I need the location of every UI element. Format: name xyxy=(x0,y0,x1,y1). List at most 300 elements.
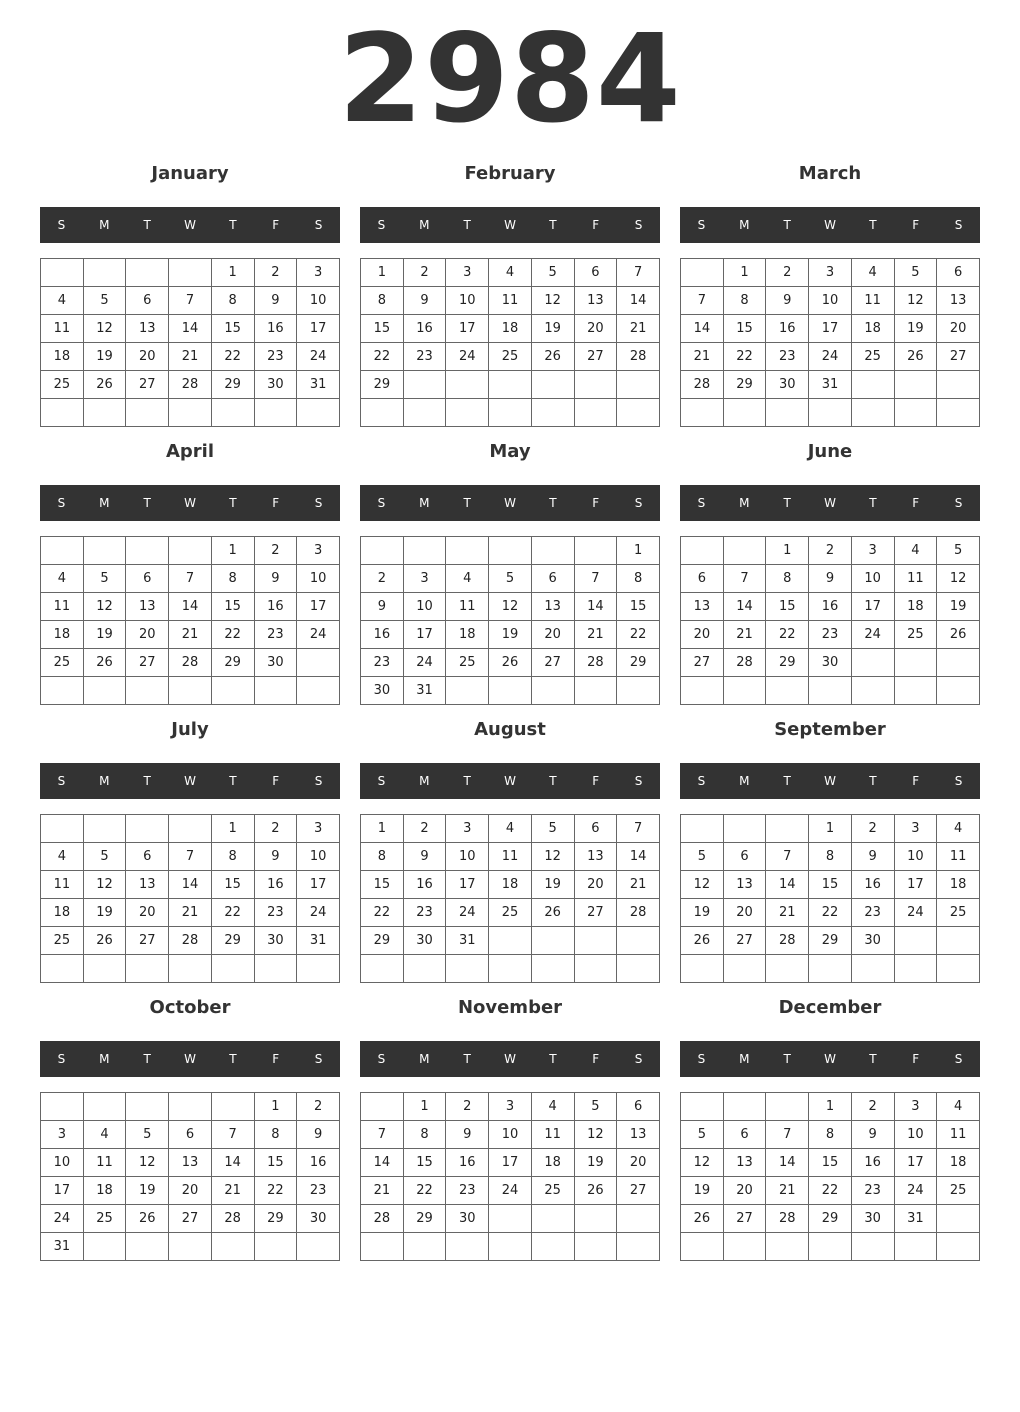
day-cell: 11 xyxy=(489,843,532,871)
day-cell: 14 xyxy=(617,843,660,871)
day-cell: 31 xyxy=(297,371,340,399)
day-cell: 22 xyxy=(809,1177,852,1205)
week-row xyxy=(361,371,660,399)
day-cell xyxy=(83,815,126,843)
day-cell: 12 xyxy=(937,565,980,593)
day-cell xyxy=(126,259,169,287)
day-cell xyxy=(254,1233,297,1261)
day-cell xyxy=(574,677,617,705)
day-cell: 2 xyxy=(403,815,446,843)
day-cell: 20 xyxy=(574,871,617,899)
day-cell: 18 xyxy=(41,621,84,649)
week-row xyxy=(361,1121,660,1149)
day-cell: 18 xyxy=(851,315,894,343)
day-cell: 12 xyxy=(83,871,126,899)
day-cell xyxy=(446,399,489,427)
day-cell: 15 xyxy=(211,593,254,621)
weekday-label: W xyxy=(504,1052,516,1066)
day-cell: 4 xyxy=(41,565,84,593)
day-cell: 7 xyxy=(723,565,766,593)
weekday-label: T xyxy=(869,218,877,232)
day-cell xyxy=(937,399,980,427)
week-row xyxy=(681,259,980,287)
day-cell: 4 xyxy=(41,843,84,871)
month-name: May xyxy=(489,441,531,462)
day-cell: 6 xyxy=(681,565,724,593)
day-cell: 25 xyxy=(41,649,84,677)
day-cell: 1 xyxy=(809,815,852,843)
day-cell: 12 xyxy=(894,287,937,315)
day-cell xyxy=(297,1233,340,1261)
day-cell xyxy=(489,955,532,983)
weekday-label: T xyxy=(783,496,791,510)
day-cell: 18 xyxy=(41,343,84,371)
week-row xyxy=(681,1205,980,1233)
day-cell: 3 xyxy=(489,1093,532,1121)
week-row xyxy=(361,1149,660,1177)
weekday-label: M xyxy=(419,774,430,788)
day-cell: 20 xyxy=(126,621,169,649)
day-cell xyxy=(41,259,84,287)
day-cell xyxy=(126,537,169,565)
day-cell: 3 xyxy=(446,259,489,287)
month-august xyxy=(360,714,660,992)
day-cell: 12 xyxy=(681,1149,724,1177)
weekday-label: T xyxy=(549,496,557,510)
day-cell: 13 xyxy=(574,287,617,315)
day-cell: 22 xyxy=(211,621,254,649)
day-cell: 21 xyxy=(169,899,212,927)
day-cell xyxy=(894,1233,937,1261)
week-row xyxy=(681,955,980,983)
day-cell: 23 xyxy=(403,899,446,927)
weekday-label: M xyxy=(99,1052,110,1066)
day-cell: 4 xyxy=(83,1121,126,1149)
week-row xyxy=(41,1205,340,1233)
day-cell: 13 xyxy=(126,871,169,899)
day-cell: 7 xyxy=(169,843,212,871)
day-cell: 10 xyxy=(403,593,446,621)
day-cell xyxy=(937,927,980,955)
day-cell: 4 xyxy=(851,259,894,287)
day-cell xyxy=(489,371,532,399)
day-cell: 9 xyxy=(766,287,809,315)
day-cell: 13 xyxy=(531,593,574,621)
day-cell: 17 xyxy=(297,593,340,621)
day-cell: 11 xyxy=(41,315,84,343)
day-cell: 4 xyxy=(531,1093,574,1121)
weekday-header xyxy=(40,207,340,243)
day-cell xyxy=(169,1233,212,1261)
day-cell xyxy=(574,399,617,427)
day-cell: 28 xyxy=(574,649,617,677)
day-cell: 16 xyxy=(446,1149,489,1177)
day-cell: 11 xyxy=(83,1149,126,1177)
day-cell: 1 xyxy=(211,537,254,565)
day-cell: 11 xyxy=(446,593,489,621)
weekday-label: F xyxy=(592,774,600,788)
month-name: November xyxy=(457,997,563,1018)
day-cell: 27 xyxy=(126,371,169,399)
day-cell: 13 xyxy=(126,315,169,343)
day-cell: 23 xyxy=(851,899,894,927)
week-row xyxy=(41,1149,340,1177)
day-cell: 17 xyxy=(894,871,937,899)
day-cell: 18 xyxy=(489,315,532,343)
day-cell: 10 xyxy=(894,1121,937,1149)
day-cell: 22 xyxy=(617,621,660,649)
weekday-header xyxy=(680,485,980,521)
day-cell: 27 xyxy=(531,649,574,677)
weekday-header xyxy=(680,1041,980,1077)
day-cell: 14 xyxy=(574,593,617,621)
day-cell xyxy=(723,1093,766,1121)
weekday-label: M xyxy=(739,774,750,788)
day-cell: 22 xyxy=(766,621,809,649)
month-name: February xyxy=(464,163,556,184)
day-cell xyxy=(361,1093,404,1121)
week-row xyxy=(41,649,340,677)
day-cell xyxy=(126,677,169,705)
day-cell xyxy=(126,399,169,427)
week-row xyxy=(361,399,660,427)
day-cell: 17 xyxy=(894,1149,937,1177)
day-cell: 20 xyxy=(169,1177,212,1205)
weekday-label: S xyxy=(314,496,323,510)
day-cell xyxy=(937,677,980,705)
weekday-header xyxy=(40,763,340,799)
week-row xyxy=(41,1121,340,1149)
day-cell: 28 xyxy=(169,371,212,399)
week-row xyxy=(41,927,340,955)
weekday-label: S xyxy=(954,218,963,232)
day-cell xyxy=(211,955,254,983)
day-cell xyxy=(169,1093,212,1121)
day-cell: 8 xyxy=(361,287,404,315)
day-cell: 30 xyxy=(254,649,297,677)
weekday-label: T xyxy=(783,1052,791,1066)
day-cell xyxy=(403,399,446,427)
week-row xyxy=(681,399,980,427)
day-cell xyxy=(574,371,617,399)
day-cell: 20 xyxy=(126,899,169,927)
day-cell xyxy=(403,955,446,983)
weekday-label: T xyxy=(869,774,877,788)
week-row xyxy=(361,1205,660,1233)
day-cell: 23 xyxy=(766,343,809,371)
weekday-label: F xyxy=(912,496,920,510)
day-cell: 29 xyxy=(211,927,254,955)
weekday-label: S xyxy=(57,774,66,788)
weekday-label: T xyxy=(463,774,471,788)
day-cell: 28 xyxy=(617,899,660,927)
day-cell: 1 xyxy=(723,259,766,287)
day-cell: 29 xyxy=(211,649,254,677)
day-cell: 16 xyxy=(766,315,809,343)
day-cell: 3 xyxy=(297,815,340,843)
weekday-label: M xyxy=(419,496,430,510)
day-cell: 7 xyxy=(617,259,660,287)
weekday-label: W xyxy=(184,1052,196,1066)
day-cell: 14 xyxy=(617,287,660,315)
day-cell xyxy=(894,677,937,705)
day-cell: 2 xyxy=(361,565,404,593)
day-cell xyxy=(361,399,404,427)
day-cell xyxy=(531,399,574,427)
day-cell xyxy=(809,955,852,983)
day-cell: 2 xyxy=(403,259,446,287)
weekday-header xyxy=(40,485,340,521)
weekday-label: W xyxy=(824,496,836,510)
week-row xyxy=(41,1093,340,1121)
day-cell: 6 xyxy=(723,843,766,871)
day-cell: 14 xyxy=(361,1149,404,1177)
day-cell: 2 xyxy=(809,537,852,565)
day-cell: 19 xyxy=(83,899,126,927)
day-cell: 14 xyxy=(211,1149,254,1177)
day-cell: 7 xyxy=(361,1121,404,1149)
day-cell: 5 xyxy=(489,565,532,593)
day-cell: 3 xyxy=(894,815,937,843)
day-cell xyxy=(723,955,766,983)
day-cell xyxy=(446,677,489,705)
day-cell: 16 xyxy=(403,315,446,343)
week-row xyxy=(681,1177,980,1205)
day-cell: 20 xyxy=(126,343,169,371)
week-row xyxy=(361,955,660,983)
month-november xyxy=(360,992,660,1270)
weekday-header xyxy=(360,485,660,521)
day-cell: 12 xyxy=(681,871,724,899)
week-row xyxy=(681,593,980,621)
day-cell: 14 xyxy=(169,593,212,621)
day-cell: 21 xyxy=(766,899,809,927)
day-cell: 1 xyxy=(361,815,404,843)
weekday-header xyxy=(680,207,980,243)
day-cell: 17 xyxy=(489,1149,532,1177)
day-cell: 15 xyxy=(403,1149,446,1177)
day-cell: 27 xyxy=(126,649,169,677)
month-name: August xyxy=(474,719,546,740)
day-cell xyxy=(211,1233,254,1261)
day-cell xyxy=(937,649,980,677)
day-cell: 19 xyxy=(681,899,724,927)
week-row xyxy=(681,815,980,843)
weekday-label: W xyxy=(184,218,196,232)
day-cell xyxy=(723,815,766,843)
day-cell: 27 xyxy=(574,343,617,371)
day-cell: 30 xyxy=(254,927,297,955)
day-cell: 9 xyxy=(254,843,297,871)
day-cell: 16 xyxy=(254,315,297,343)
week-row xyxy=(41,315,340,343)
weekday-label: S xyxy=(634,496,643,510)
week-row xyxy=(361,815,660,843)
day-cell xyxy=(681,955,724,983)
week-row xyxy=(681,649,980,677)
day-cell xyxy=(169,399,212,427)
day-cell: 14 xyxy=(169,871,212,899)
day-cell: 26 xyxy=(83,649,126,677)
week-row xyxy=(361,537,660,565)
day-cell: 7 xyxy=(169,287,212,315)
weekday-label: T xyxy=(783,218,791,232)
day-cell: 29 xyxy=(361,927,404,955)
day-cell: 26 xyxy=(126,1205,169,1233)
month-september xyxy=(680,714,980,992)
day-cell: 21 xyxy=(574,621,617,649)
day-cell: 16 xyxy=(851,1149,894,1177)
day-cell: 10 xyxy=(446,287,489,315)
day-cell: 16 xyxy=(254,871,297,899)
day-cell: 15 xyxy=(723,315,766,343)
day-cell: 23 xyxy=(446,1177,489,1205)
day-cell: 21 xyxy=(617,871,660,899)
day-cell: 5 xyxy=(531,259,574,287)
day-cell: 21 xyxy=(211,1177,254,1205)
weekday-label: T xyxy=(549,218,557,232)
day-cell: 5 xyxy=(937,537,980,565)
month-name: October xyxy=(149,997,231,1018)
day-cell: 8 xyxy=(211,565,254,593)
day-cell: 31 xyxy=(446,927,489,955)
day-cell xyxy=(617,927,660,955)
month-october xyxy=(40,992,340,1270)
day-cell xyxy=(766,677,809,705)
month-june xyxy=(680,436,980,714)
day-cell xyxy=(211,677,254,705)
day-cell: 10 xyxy=(809,287,852,315)
day-cell xyxy=(41,399,84,427)
days-table xyxy=(360,258,660,427)
day-cell xyxy=(851,1233,894,1261)
day-cell: 8 xyxy=(403,1121,446,1149)
day-cell: 31 xyxy=(403,677,446,705)
day-cell: 27 xyxy=(723,927,766,955)
weekday-label: T xyxy=(869,496,877,510)
weekday-label: W xyxy=(504,496,516,510)
week-row xyxy=(41,593,340,621)
day-cell: 1 xyxy=(361,259,404,287)
day-cell: 8 xyxy=(361,843,404,871)
day-cell: 9 xyxy=(809,565,852,593)
month-january xyxy=(40,158,340,436)
day-cell: 15 xyxy=(361,315,404,343)
day-cell: 2 xyxy=(254,259,297,287)
weekday-label: S xyxy=(377,774,386,788)
day-cell: 14 xyxy=(169,315,212,343)
weekday-label: W xyxy=(824,218,836,232)
weekday-label: W xyxy=(824,774,836,788)
day-cell xyxy=(617,1233,660,1261)
week-row xyxy=(681,371,980,399)
day-cell: 15 xyxy=(766,593,809,621)
days-table xyxy=(360,1092,660,1261)
day-cell: 20 xyxy=(723,899,766,927)
day-cell: 18 xyxy=(489,871,532,899)
week-row xyxy=(361,565,660,593)
day-cell: 13 xyxy=(681,593,724,621)
week-row xyxy=(681,899,980,927)
day-cell xyxy=(403,537,446,565)
day-cell: 7 xyxy=(211,1121,254,1149)
day-cell: 30 xyxy=(254,371,297,399)
day-cell: 9 xyxy=(403,843,446,871)
day-cell xyxy=(41,955,84,983)
day-cell: 21 xyxy=(169,621,212,649)
week-row xyxy=(361,1233,660,1261)
month-name: April xyxy=(165,441,215,462)
days-table xyxy=(360,814,660,983)
day-cell: 16 xyxy=(403,871,446,899)
day-cell xyxy=(937,955,980,983)
day-cell: 22 xyxy=(361,899,404,927)
day-cell: 9 xyxy=(297,1121,340,1149)
day-cell: 8 xyxy=(723,287,766,315)
day-cell: 3 xyxy=(297,537,340,565)
day-cell: 19 xyxy=(681,1177,724,1205)
day-cell: 18 xyxy=(446,621,489,649)
week-row xyxy=(681,871,980,899)
day-cell: 24 xyxy=(446,343,489,371)
day-cell: 26 xyxy=(681,927,724,955)
day-cell: 9 xyxy=(851,1121,894,1149)
days-table xyxy=(680,258,980,427)
day-cell: 19 xyxy=(83,343,126,371)
day-cell: 14 xyxy=(766,871,809,899)
day-cell: 13 xyxy=(617,1121,660,1149)
day-cell: 16 xyxy=(297,1149,340,1177)
day-cell: 28 xyxy=(723,649,766,677)
day-cell: 27 xyxy=(723,1205,766,1233)
day-cell: 5 xyxy=(126,1121,169,1149)
day-cell: 13 xyxy=(723,871,766,899)
month-name: September xyxy=(774,719,886,740)
day-cell: 19 xyxy=(574,1149,617,1177)
day-cell: 8 xyxy=(809,843,852,871)
day-cell xyxy=(681,399,724,427)
day-cell: 29 xyxy=(254,1205,297,1233)
day-cell: 4 xyxy=(937,815,980,843)
day-cell: 8 xyxy=(766,565,809,593)
week-row xyxy=(41,621,340,649)
day-cell: 23 xyxy=(297,1177,340,1205)
weekday-label: S xyxy=(697,496,706,510)
weekday-label: M xyxy=(99,774,110,788)
day-cell xyxy=(809,399,852,427)
day-cell: 25 xyxy=(851,343,894,371)
day-cell: 25 xyxy=(446,649,489,677)
weekday-label: T xyxy=(463,218,471,232)
day-cell: 28 xyxy=(169,649,212,677)
day-cell: 7 xyxy=(617,815,660,843)
day-cell xyxy=(574,537,617,565)
day-cell xyxy=(681,677,724,705)
day-cell: 30 xyxy=(851,1205,894,1233)
weekday-label: S xyxy=(954,1052,963,1066)
day-cell xyxy=(126,815,169,843)
week-row xyxy=(41,259,340,287)
month-april xyxy=(40,436,340,714)
weekday-label: M xyxy=(739,1052,750,1066)
week-row xyxy=(361,899,660,927)
day-cell: 4 xyxy=(489,259,532,287)
day-cell: 1 xyxy=(403,1093,446,1121)
day-cell xyxy=(83,677,126,705)
day-cell: 10 xyxy=(446,843,489,871)
weekday-label: S xyxy=(377,218,386,232)
weekday-label: F xyxy=(592,218,600,232)
